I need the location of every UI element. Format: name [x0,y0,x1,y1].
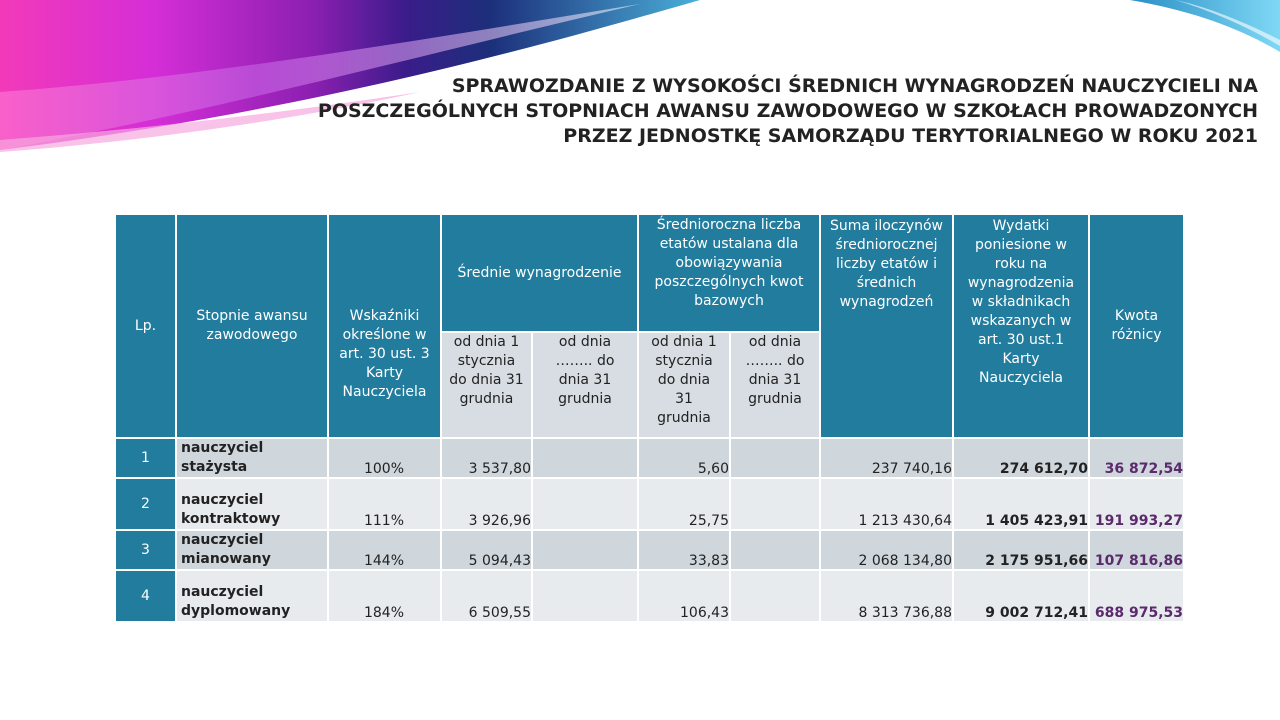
cell-stopien [177,531,329,571]
cell-stopien-line2: stażysta [181,459,248,475]
cell-kwota: 36 872,54 [1090,439,1185,479]
title-line-1: SPRAWOZDANIE Z WYSOKOŚCI ŚREDNICH WYNAGRODZEŃ NAUCZYCIELI NA [451,75,1258,97]
subheader-srednie-full: od dnia 1 stycznia do dnia 31 grudnia [442,333,533,439]
page-title [258,74,1258,149]
cell-lp: 1 [116,439,177,479]
cell-stopien-line2: dyplomowany [181,603,291,619]
header-wydatki: Wydatki poniesione w roku na wynagrodzenia w składnikach wskazanych w art. 30 ust.1 Karty Nauczyciela [954,215,1090,439]
cell-srednie-partial [533,479,639,531]
header-etaty: Średnioroczna liczba etatów ustalana dla obowiązywania poszczególnych kwot bazowych [639,215,821,333]
cell-kwota: 191 993,27 [1090,479,1185,531]
table-row [116,531,1185,571]
cell-wydatki: 274 612,70 [954,439,1090,479]
cell-srednie-partial [533,571,639,623]
cell-srednie-full: 5 094,43 [442,531,533,571]
cell-srednie-partial [533,439,639,479]
cell-wydatki: 9 002 712,41 [954,571,1090,623]
table-row [116,571,1185,623]
cell-suma: 1 213 430,64 [821,479,954,531]
cell-lp: 3 [116,531,177,571]
cell-kwota: 107 816,86 [1090,531,1185,571]
subheader-srednie-partial: od dnia …….. do dnia 31 grudnia [533,333,639,439]
cell-etaty-full: 25,75 [639,479,731,531]
title-line-3: PRZEZ JEDNOSTKĘ SAMORZĄDU TERYTORIALNEGO W ROKU 2021 [563,125,1258,147]
header-srednie: Średnie wynagrodzenie [442,215,639,333]
cell-etaty-partial [731,479,821,531]
cell-srednie-full: 3 537,80 [442,439,533,479]
table-row [116,479,1185,531]
cell-etaty-full: 33,83 [639,531,731,571]
cell-wskaznik: 111% [329,479,442,531]
cell-stopien-line1: nauczyciel [181,440,264,456]
cell-suma: 8 313 736,88 [821,571,954,623]
subheader-etaty-full: od dnia 1 stycznia do dnia 31 grudnia [639,333,731,439]
cell-lp: 2 [116,479,177,531]
cell-stopien-line1: nauczyciel [181,492,264,508]
cell-wydatki: 2 175 951,66 [954,531,1090,571]
cell-etaty-partial [731,439,821,479]
header-kwota: Kwota różnicy [1090,215,1185,439]
title-line-2: POSZCZEGÓLNYCH STOPNIACH AWANSU ZAWODOWEGO W SZKOŁACH PROWADZONYCH [317,100,1258,122]
cell-stopien-line1: nauczyciel [181,532,264,548]
cell-stopien-line1: nauczyciel [181,584,264,600]
cell-suma: 237 740,16 [821,439,954,479]
cell-etaty-full: 106,43 [639,571,731,623]
cell-stopien [177,479,329,531]
cell-wskaznik: 100% [329,439,442,479]
cell-suma: 2 068 134,80 [821,531,954,571]
salary-report-table [116,215,1185,623]
cell-wydatki: 1 405 423,91 [954,479,1090,531]
header-lp: Lp. [116,215,177,439]
subheader-etaty-partial: od dnia …….. do dnia 31 grudnia [731,333,821,439]
cell-kwota: 688 975,53 [1090,571,1185,623]
cell-stopien [177,439,329,479]
header-wskazniki: Wskaźniki określone w art. 30 ust. 3 Karty Nauczyciela [329,215,442,439]
table-row [116,439,1185,479]
header-suma: Suma iloczynów średniorocznej liczby etatów i średnich wynagrodzeń [821,215,954,439]
cell-srednie-partial [533,531,639,571]
header-stopnie: Stopnie awansu zawodowego [177,215,329,439]
cell-wskaznik: 144% [329,531,442,571]
cell-etaty-partial [731,531,821,571]
cell-lp: 4 [116,571,177,623]
cell-stopien-line2: mianowany [181,551,271,567]
cell-etaty-partial [731,571,821,623]
cell-stopien [177,571,329,623]
cell-srednie-full: 3 926,96 [442,479,533,531]
cell-wskaznik: 184% [329,571,442,623]
cell-stopien-line2: kontraktowy [181,511,281,527]
cell-srednie-full: 6 509,55 [442,571,533,623]
cell-etaty-full: 5,60 [639,439,731,479]
